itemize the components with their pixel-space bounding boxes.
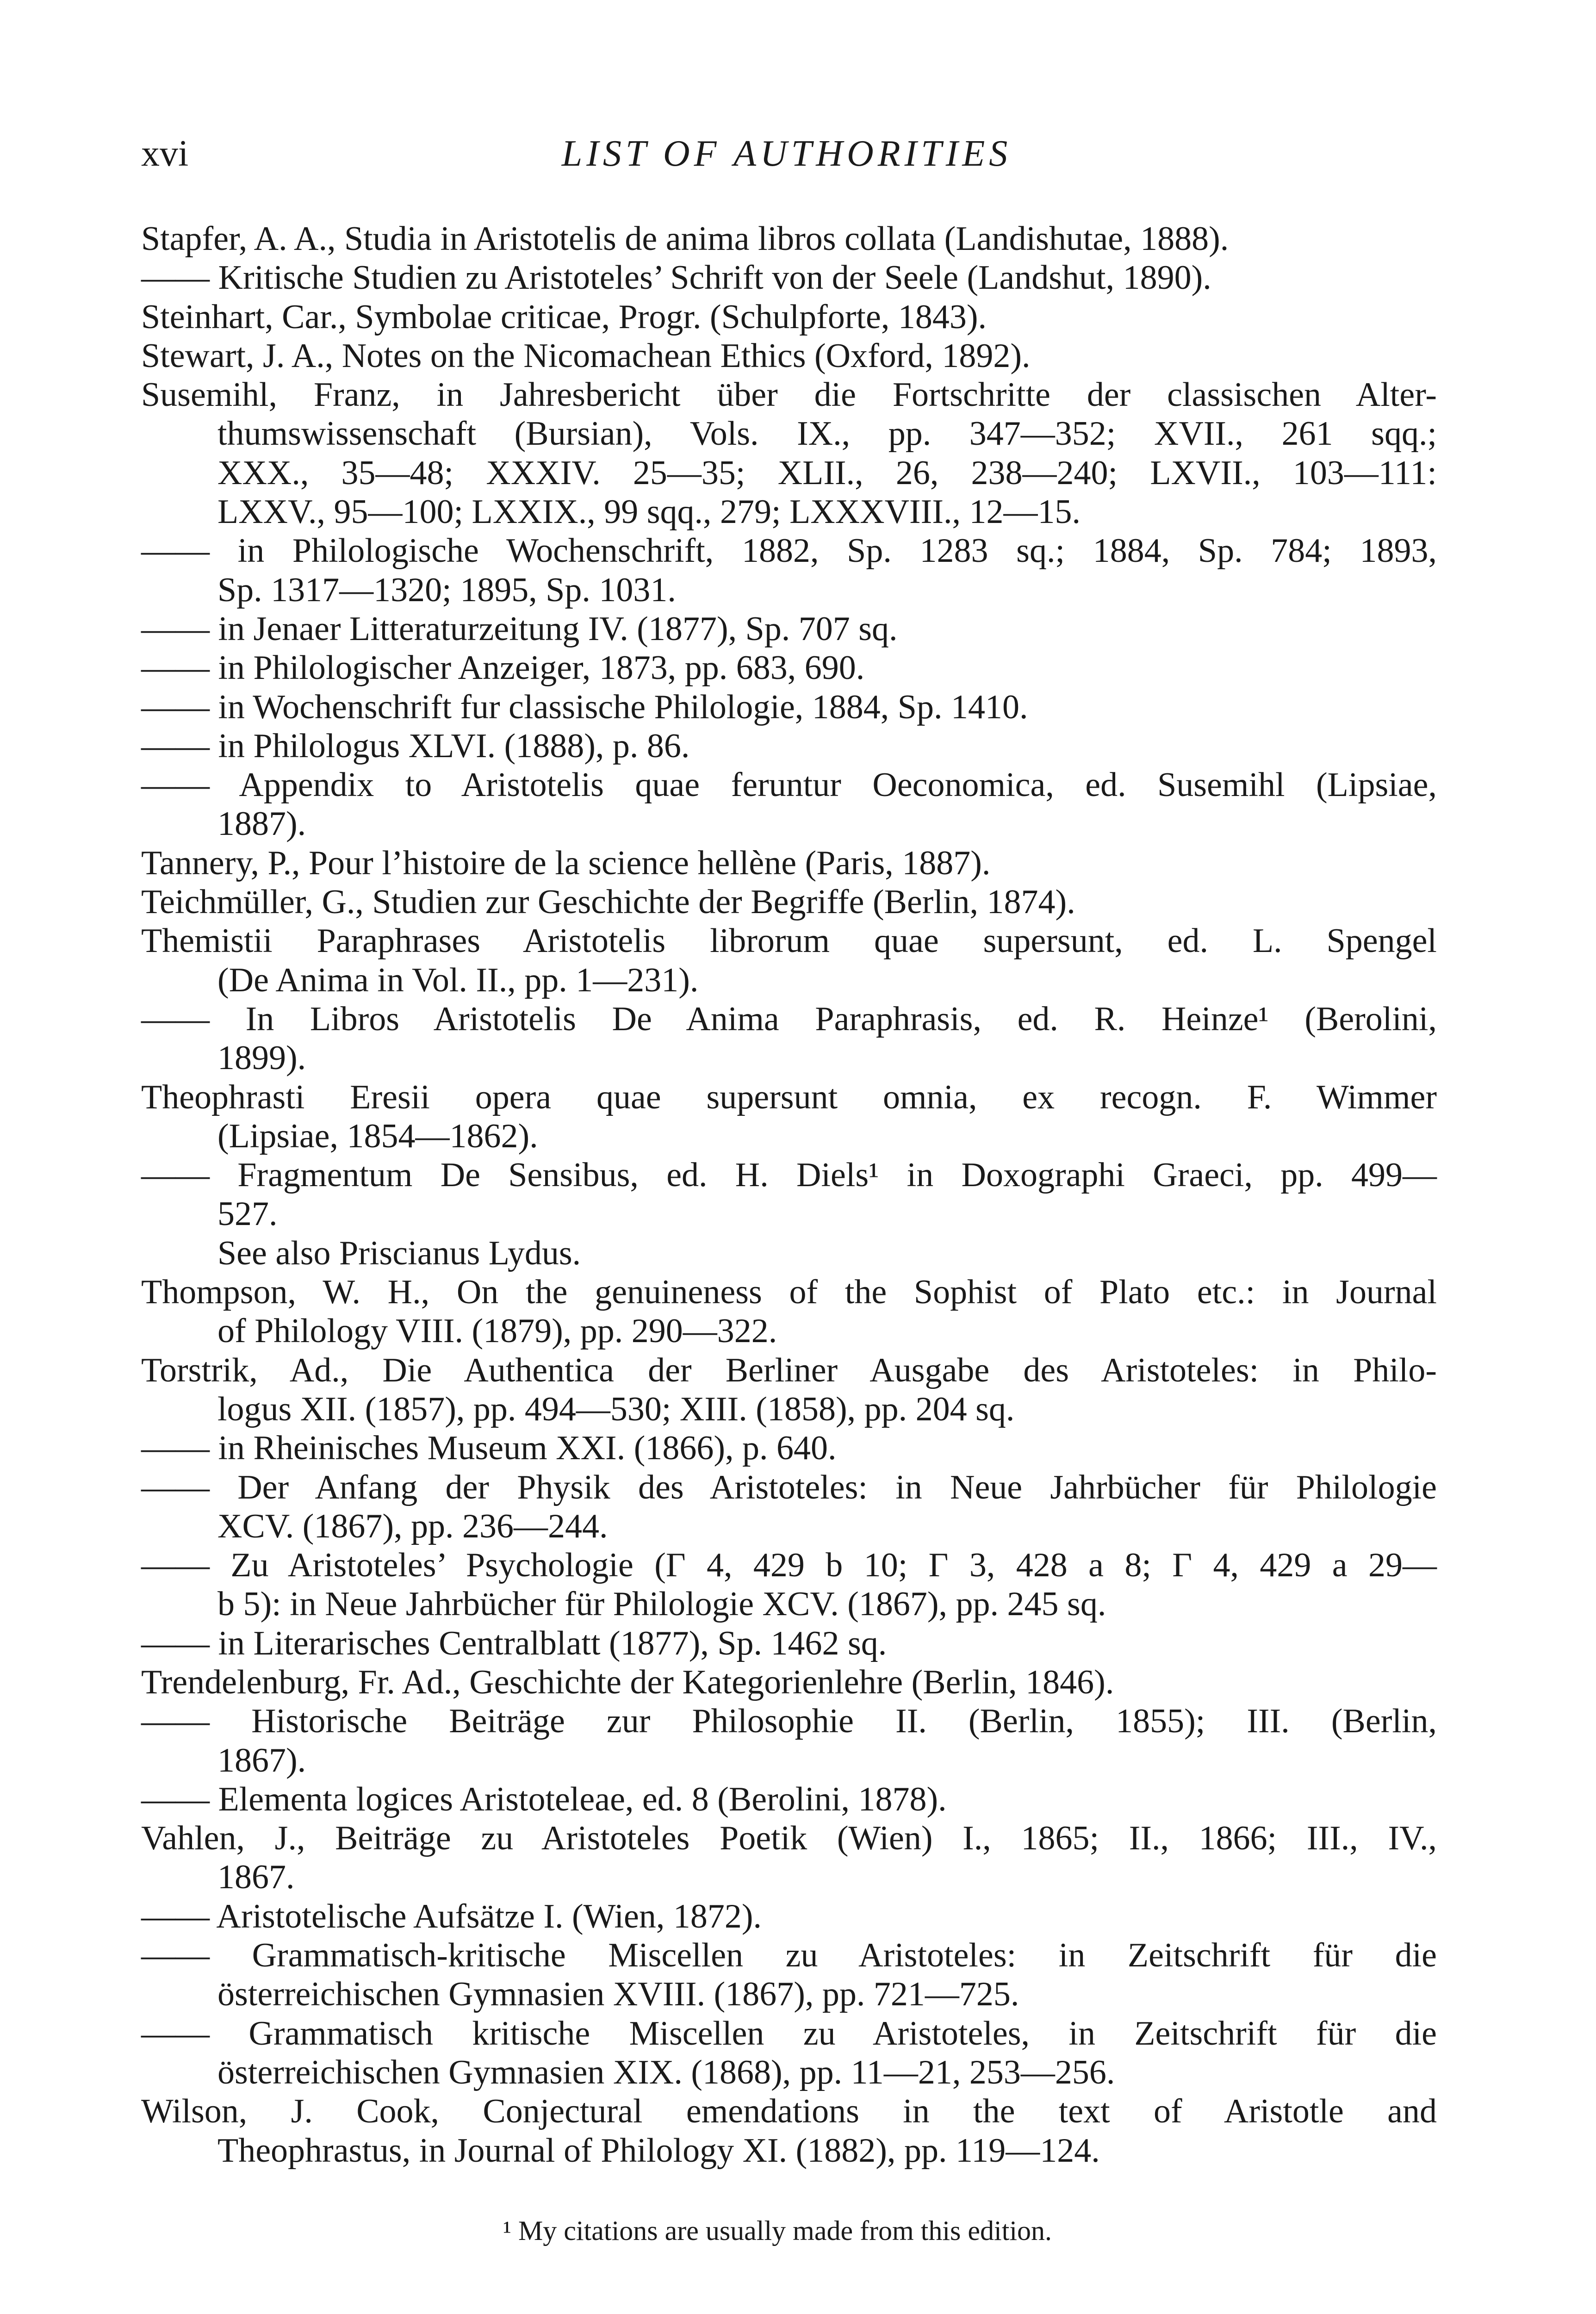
entry-line: Trendelenburg, Fr. Ad., Geschichte der Kategorienlehre (Berlin, 1846). bbox=[141, 1663, 1114, 1701]
bibliography-entry bbox=[141, 1780, 1437, 1819]
entry-continuation-line: Theophrastus, in Journal of Philology XI. (1882), pp. 119—124. bbox=[217, 2131, 1100, 2170]
bibliography-entry bbox=[141, 727, 1437, 765]
bibliography-entry bbox=[141, 883, 1437, 921]
entry-continuation-line: b 5): in Neue Jahrbücher für Philologie XCV. (1867), pp. 245 sq. bbox=[217, 1585, 1106, 1624]
entry-line: —— Grammatisch-kritische Miscellen zu Aristoteles: in Zeitschrift für die bbox=[141, 1936, 1437, 1975]
bibliography-entry bbox=[141, 1897, 1437, 1936]
entry-line: —— in Jenaer Litteraturzeitung IV. (1877), Sp. 707 sq. bbox=[141, 610, 898, 648]
bibliography-entry bbox=[141, 1819, 1437, 1897]
entry-continuation-line: thumswissenschaft (Bursian), Vols. IX., pp. 347—352; XVII., 261 sqq.; bbox=[217, 415, 1437, 453]
entry-line: —— Elementa logices Aristoteleae, ed. 8 (Berolini, 1878). bbox=[141, 1780, 947, 1818]
bibliography-entry bbox=[141, 921, 1437, 1000]
page-number: xvi bbox=[141, 133, 189, 174]
entry-continuation-line: LXXV., 95—100; LXXIX., 99 sqq., 279; LXXXVIII., 12—15. bbox=[217, 493, 1081, 531]
bibliography-entry bbox=[141, 1273, 1437, 1351]
entry-line: —— In Libros Aristotelis De Anima Paraphrasis, ed. R. Heinze¹ (Berolini, bbox=[141, 1000, 1437, 1038]
bibliography-entry bbox=[141, 298, 1437, 336]
entry-line: —— Fragmentum De Sensibus, ed. H. Diels¹ in Doxographi Graeci, pp. 499— bbox=[141, 1156, 1437, 1194]
bibliography-entry bbox=[141, 688, 1437, 727]
bibliography-entry bbox=[141, 375, 1437, 531]
bibliography-entry bbox=[141, 2014, 1437, 2092]
entry-line: Teichmüller, G., Studien zur Geschichte der Begriffe (Berlin, 1874). bbox=[141, 883, 1075, 921]
entry-continuation-line: 527. bbox=[217, 1195, 278, 1233]
bibliography-entry bbox=[141, 531, 1437, 610]
bibliography-entry bbox=[141, 258, 1437, 297]
entry-line: Steinhart, Car., Symbolae criticae, Progr. (Schulpforte, 1843). bbox=[141, 298, 987, 336]
entry-line: —— Kritische Studien zu Aristoteles’ Schrift von der Seele (Landshut, 1890). bbox=[141, 259, 1211, 297]
bibliography-entry bbox=[141, 1663, 1437, 1702]
entry-line: Stapfer, A. A., Studia in Aristotelis de anima libros collata (Landishutae, 1888). bbox=[141, 220, 1229, 258]
entry-continuation-line: (De Anima in Vol. II., pp. 1—231). bbox=[217, 961, 699, 999]
entry-continuation-line: logus XII. (1857), pp. 494—530; XIII. (1858), pp. 204 sq. bbox=[217, 1390, 1015, 1428]
entry-continuation-line: XCV. (1867), pp. 236—244. bbox=[217, 1507, 608, 1545]
bibliography-entry bbox=[141, 219, 1437, 258]
entry-line: Theophrasti Eresii opera quae supersunt omnia, ex recogn. F. Wimmer bbox=[141, 1078, 1437, 1116]
bibliography-entry bbox=[141, 610, 1437, 648]
entry-line: —— in Philologische Wochenschrift, 1882, Sp. 1283 sq.; 1884, Sp. 784; 1893, bbox=[141, 532, 1437, 570]
bibliography-entry bbox=[141, 1351, 1437, 1429]
entry-line: —— in Literarisches Centralblatt (1877), Sp. 1462 sq. bbox=[141, 1624, 887, 1662]
entry-line: —— Der Anfang der Physik des Aristoteles: in Neue Jahrbücher für Philologie bbox=[141, 1468, 1437, 1506]
entry-continuation-line: XXX., 35—48; XXXIV. 25—35; XLII., 26, 238—240; LXVII., 103—111: bbox=[217, 454, 1437, 492]
entry-line: Vahlen, J., Beiträge zu Aristoteles Poetik (Wien) I., 1865; II., 1866; III., IV., bbox=[141, 1819, 1437, 1858]
entry-line: Wilson, J. Cook, Conjectural emendations in the text of Aristotle and bbox=[141, 2092, 1437, 2131]
entry-continuation-line: 1867. bbox=[217, 1858, 295, 1897]
bibliography-entry bbox=[141, 1156, 1437, 1273]
bibliography-entry bbox=[141, 2092, 1437, 2170]
bibliography-entry bbox=[141, 844, 1437, 883]
entry-continuation-line: 1887). bbox=[217, 805, 306, 843]
entry-line: —— in Philologischer Anzeiger, 1873, pp. 683, 690. bbox=[141, 649, 865, 687]
bibliography-entry bbox=[141, 1468, 1437, 1546]
bibliography-entry bbox=[141, 648, 1437, 687]
bibliography-entry bbox=[141, 1624, 1437, 1663]
entry-continuation-line: of Philology VIII. (1879), pp. 290—322. bbox=[217, 1312, 777, 1350]
bibliography-entry bbox=[141, 1546, 1437, 1624]
entry-line: —— Grammatisch kritische Miscellen zu Aristoteles, in Zeitschrift für die bbox=[141, 2014, 1437, 2053]
bibliography-entry bbox=[141, 765, 1437, 844]
entry-line: Torstrik, Ad., Die Authentica der Berliner Ausgabe des Aristoteles: in Philo- bbox=[141, 1351, 1437, 1389]
page-header bbox=[0, 131, 1596, 177]
entry-line: Themistii Paraphrases Aristotelis librorum quae supersunt, ed. L. Spengel bbox=[141, 922, 1437, 960]
entry-line: Tannery, P., Pour l’histoire de la science hellène (Paris, 1887). bbox=[141, 844, 991, 882]
bibliography-entry bbox=[141, 1078, 1437, 1156]
bibliography-entry bbox=[141, 1429, 1437, 1468]
bibliography-entry bbox=[141, 1702, 1437, 1780]
entry-continuation-line: Sp. 1317—1320; 1895, Sp. 1031. bbox=[217, 571, 676, 609]
entry-line: —— in Rheinisches Museum XXI. (1866), p. 640. bbox=[141, 1429, 837, 1468]
entry-line: —— in Philologus XLVI. (1888), p. 86. bbox=[141, 727, 690, 765]
entry-line: —— Aristotelische Aufsätze I. (Wien, 1872). bbox=[141, 1897, 762, 1935]
entry-continuation-line: 1899). bbox=[217, 1039, 306, 1077]
entry-continuation-line: See also Priscianus Lydus. bbox=[217, 1234, 581, 1272]
entry-line: Susemihl, Franz, in Jahresbericht über die Fortschritte der classischen Alter- bbox=[141, 376, 1437, 414]
entry-continuation-line: österreichischen Gymnasien XVIII. (1867), pp. 721—725. bbox=[217, 1975, 1019, 2014]
entry-line: —— in Wochenschrift fur classische Philologie, 1884, Sp. 1410. bbox=[141, 688, 1028, 726]
bibliography-entry bbox=[141, 1936, 1437, 2014]
bibliography-entry bbox=[141, 1000, 1437, 1078]
entry-line: —— Zu Aristoteles’ Psychologie (Γ 4, 429 b 10; Γ 3, 428 a 8; Γ 4, 429 a 29— bbox=[141, 1546, 1437, 1585]
entry-line: —— Historische Beiträge zur Philosophie II. (Berlin, 1855); III. (Berlin, bbox=[141, 1702, 1437, 1741]
entry-continuation-line: österreichischen Gymnasien XIX. (1868), pp. 11—21, 253—256. bbox=[217, 2053, 1115, 2091]
entry-line: —— Appendix to Aristotelis quae feruntur Oeconomica, ed. Susemihl (Lipsiae, bbox=[141, 766, 1437, 804]
entry-continuation-line: 1867). bbox=[217, 1741, 306, 1779]
entry-line: Thompson, W. H., On the genuineness of the Sophist of Plato etc.: in Journal bbox=[141, 1273, 1437, 1312]
bibliography-list bbox=[141, 219, 1437, 2170]
entry-line: Stewart, J. A., Notes on the Nicomachean Ethics (Oxford, 1892). bbox=[141, 336, 1031, 375]
footnote: ¹ My citations are usually made from this edition. bbox=[503, 2215, 1052, 2246]
running-title: LIST OF AUTHORITIES bbox=[561, 133, 1012, 174]
bibliography-entry bbox=[141, 336, 1437, 375]
entry-continuation-line: (Lipsiae, 1854—1862). bbox=[217, 1117, 538, 1155]
